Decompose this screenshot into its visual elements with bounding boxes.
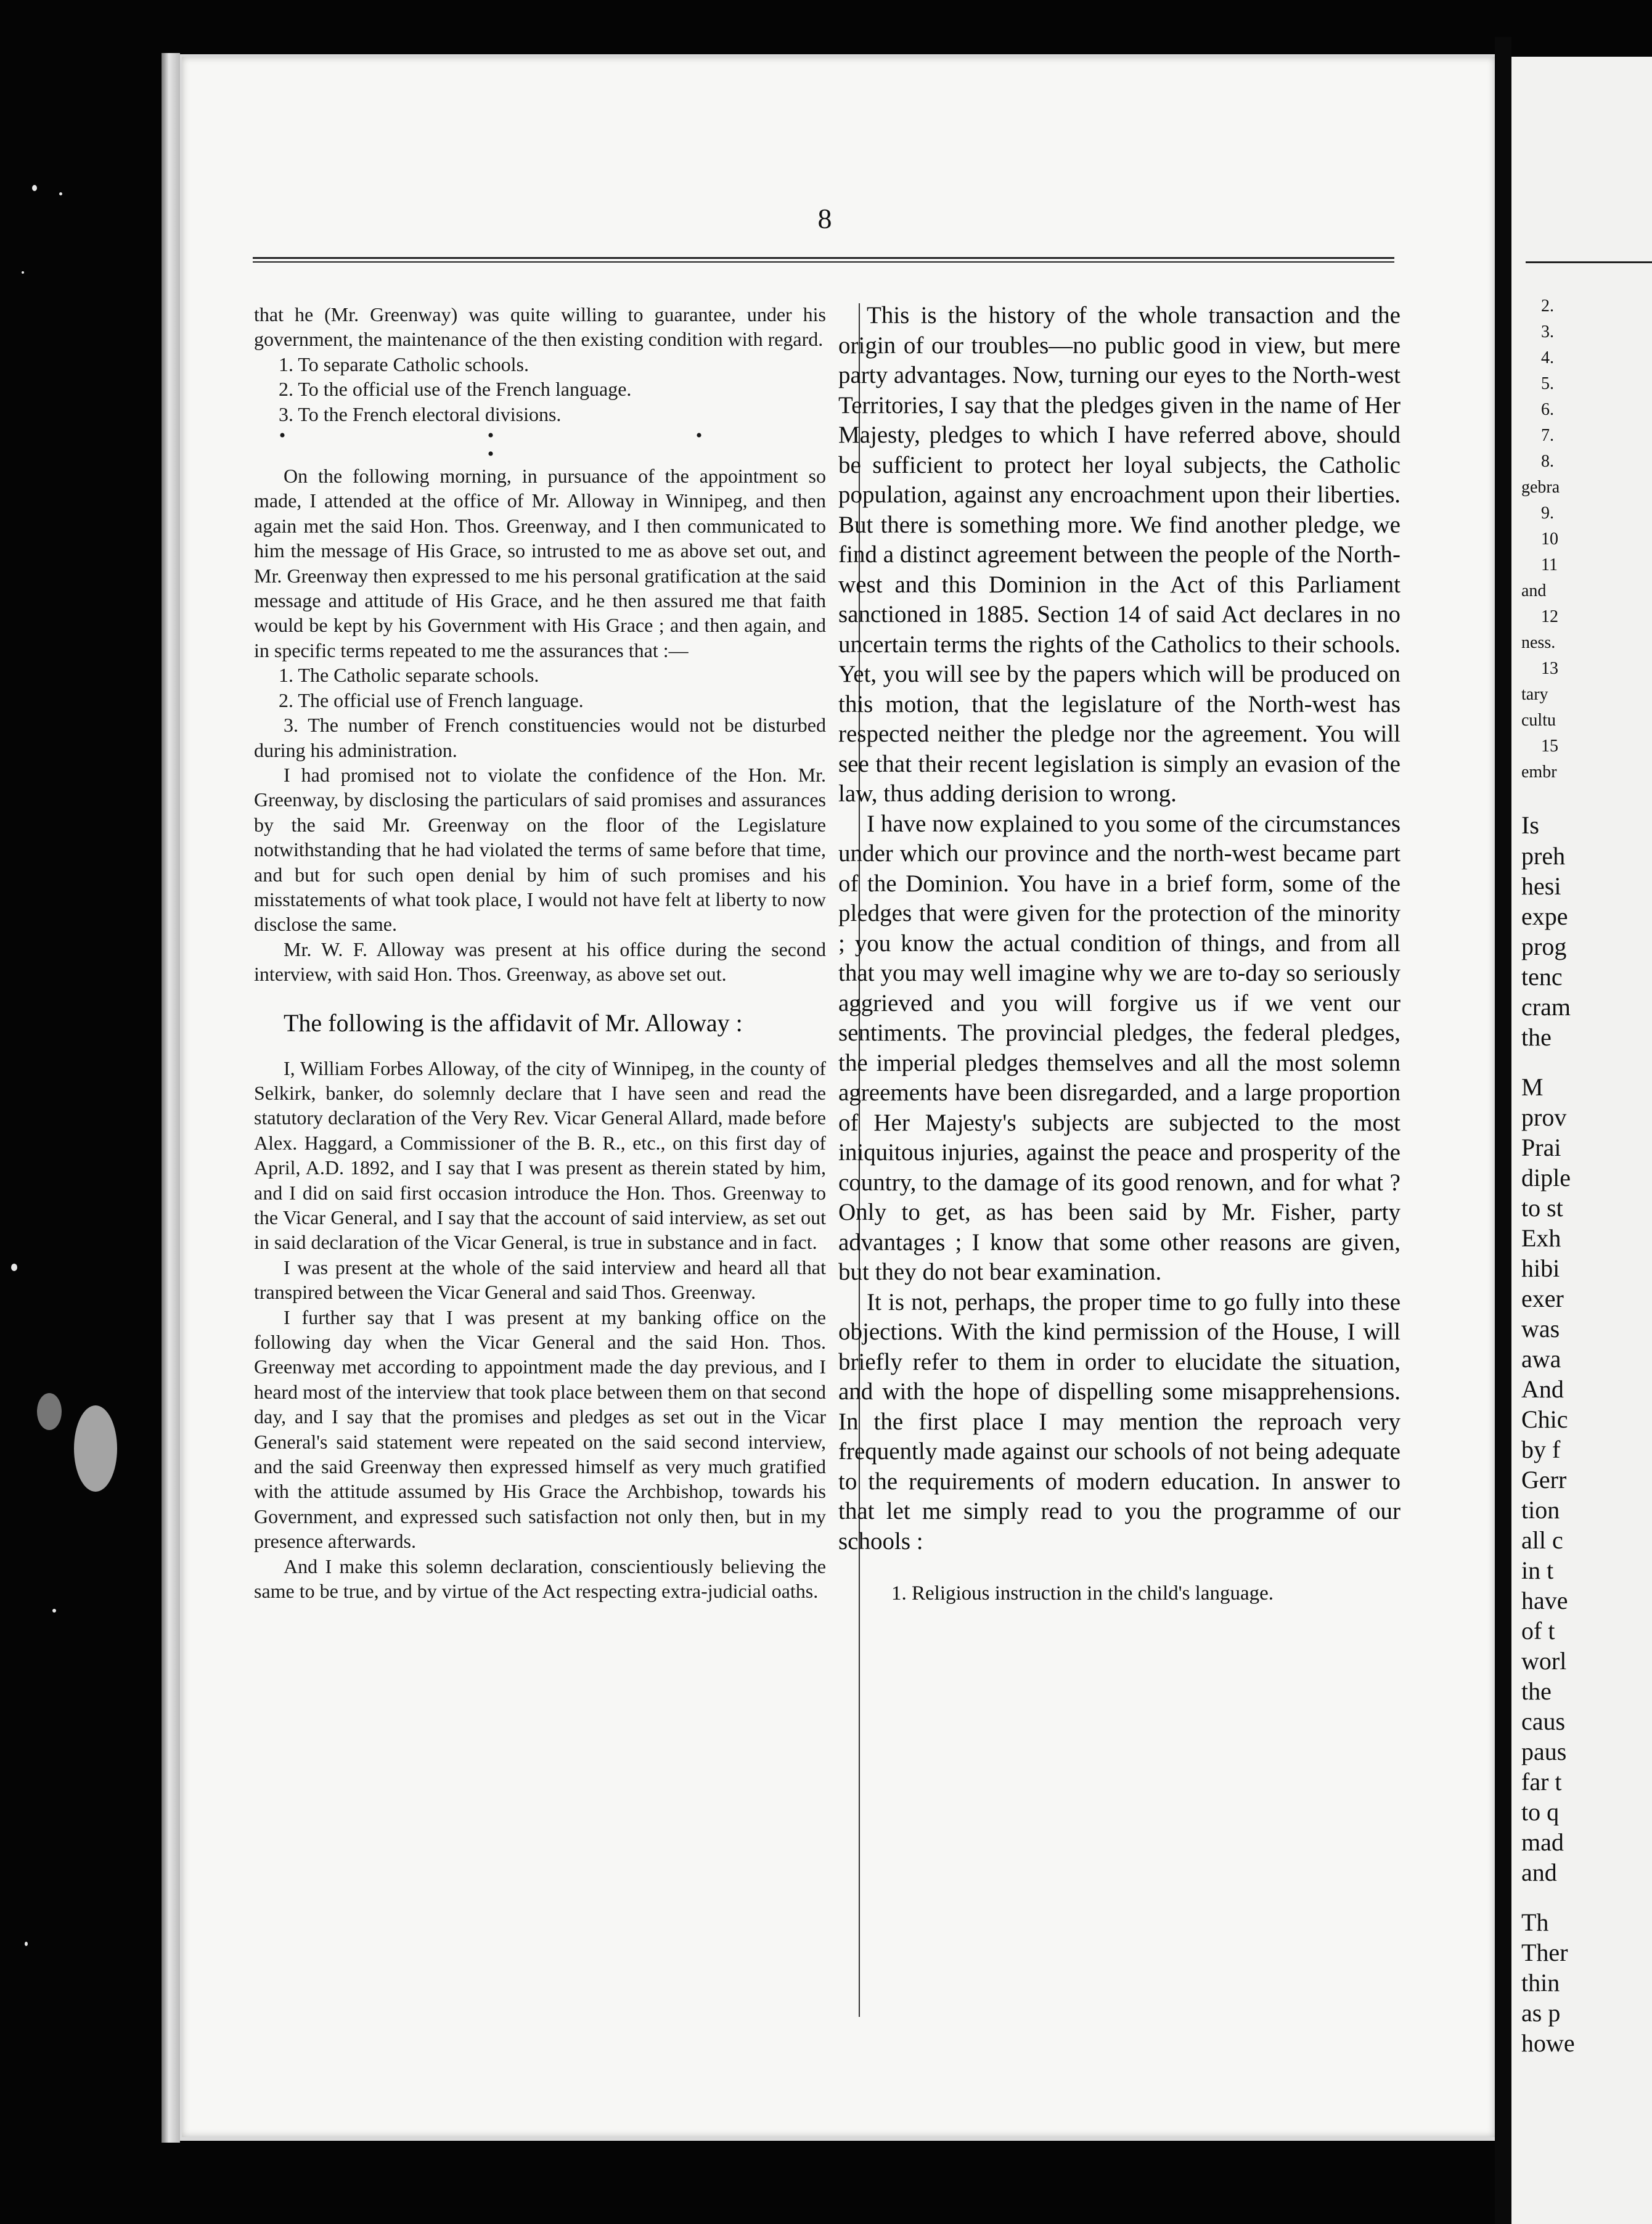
right-column <box>838 301 1401 1609</box>
list-item: 3. To the French electoral divisions. <box>279 403 562 425</box>
adjacent-page-line: prov <box>1521 1103 1567 1131</box>
adjacent-page-line: tary <box>1521 685 1548 704</box>
adjacent-page-line: 3. <box>1541 322 1554 341</box>
adjacent-page-line: as p <box>1521 1999 1561 2027</box>
adjacent-page-line: 6. <box>1541 400 1554 419</box>
adjacent-page-line: tenc <box>1521 963 1563 991</box>
adjacent-page-line: expe <box>1521 902 1568 930</box>
paragraph: I had promised not to violate the confidence of the Hon. Mr. Greenway, by disclosing the particulars of said promises and assurances by the said Mr. Greenway on the floor of the Legislature notwithstanding that he had violated the terms of same before that time, and but for such open denial by him of such promises and his misstatements of what took place, I would not have felt at liberty to now disclose the same. <box>254 763 826 936</box>
adjacent-page-line: worl <box>1521 1647 1567 1675</box>
adjacent-page-line: 2. <box>1541 296 1554 316</box>
affidavit-paragraph: And I make this solemn declaration, conscientiously believing the same to be true, and by virtue of the Act respecting extra-judicial oaths. <box>254 1555 826 1603</box>
adjacent-page-rule <box>1526 261 1652 263</box>
adjacent-page-line: cultu <box>1521 711 1556 730</box>
adjacent-page-line: tion <box>1521 1496 1560 1524</box>
paragraph: On the following morning, in pursuance of the appointment so made, I attended at the office of Mr. Alloway in Winnipeg, and then again met the said Hon. Thos. Greenway, and I then communicated to him the message of His Grace, so intrusted to me as above set out, and Mr. Greenway then expressed to me his personal gratification at the said message and attitude of His Grace, and he then assured me that faith would be kept by his Government with His Grace ; and then again, and in specific terms repeated to me the assurances that :— <box>254 465 826 661</box>
adjacent-page-line: Is <box>1521 811 1539 839</box>
adjacent-page-line: caus <box>1521 1707 1566 1735</box>
affidavit-paragraph: I, William Forbes Alloway, of the city of Winnipeg, in the county of Selkirk, banker, do solemnly declare that I have seen and read the statutory declaration of the Very Rev. Vicar General Allard, made before Alex. Haggard, a Commissioner of the B. R., etc., on this first day of April, A.D. 1892, and I say that I was present as therein stated by him, and I did on said first occasion introduce the Hon. Thos. Greenway to the Vicar General, and I say that the account of said interview, as set out in said declaration of the Vicar General, is true in substance and in fact. <box>254 1057 826 1254</box>
adjacent-page-line: the <box>1521 1677 1552 1705</box>
scan-dust-speck <box>37 1393 62 1430</box>
adjacent-page-line: M <box>1521 1073 1544 1101</box>
adjacent-page-line: Exh <box>1521 1224 1561 1252</box>
scan-dust-speck <box>59 192 62 195</box>
scan-dust-speck <box>25 1942 28 1946</box>
list-item: 2. To the official use of the French language. <box>279 378 632 401</box>
affidavit-paragraph: I was present at the whole of the said interview and heard all that transpired between the Vicar General and said Thos. Greenway. <box>254 1256 826 1304</box>
list-item: 1. To separate Catholic schools. <box>279 353 529 375</box>
scan-dust-speck <box>52 1609 56 1613</box>
adjacent-page-line: 9. <box>1541 504 1554 523</box>
adjacent-page-line: hesi <box>1521 872 1561 900</box>
ellipsis-dots: • • • • <box>279 425 801 465</box>
adjacent-page-line: And <box>1521 1375 1564 1403</box>
adjacent-page-line: all c <box>1521 1526 1563 1554</box>
adjacent-page-line: the <box>1521 1023 1552 1051</box>
adjacent-page-line: 8. <box>1541 452 1554 471</box>
scan-dust-speck <box>11 1264 17 1271</box>
adjacent-page-line: ness. <box>1521 633 1556 652</box>
adjacent-page-line: 15 <box>1541 737 1558 756</box>
adjacent-page-line: cram <box>1521 993 1571 1021</box>
page-gap <box>1495 37 1511 2224</box>
adjacent-page-line: thin <box>1521 1969 1560 1997</box>
scan-dust-speck <box>32 185 37 191</box>
adjacent-page-line: prog <box>1521 933 1567 960</box>
list-item: 3. The number of French constituencies would not be disturbed during his administration. <box>254 714 826 761</box>
adjacent-page-line: was <box>1521 1315 1560 1343</box>
adjacent-page-line: 13 <box>1541 659 1558 678</box>
adjacent-page-line: 5. <box>1541 374 1554 393</box>
adjacent-page-line: far t <box>1521 1768 1562 1796</box>
adjacent-page-line: howe <box>1521 2029 1575 2057</box>
adjacent-page-line: in t <box>1521 1556 1554 1584</box>
paragraph: This is the history of the whole transaction and the origin of our troubles—no public good in view, but mere party advantages. Now, turning our eyes to the North-west Territories, I say that the pledges given in the name of Her Majesty, pledges to which I have referred above, should be sufficient to protect her loyal subjects, the Catholic population, against any encroachment upon their liberties. But there is something more. We find another pledge, we find a distinct agreement between the people of the North-west and this Dominion in the Act of this Parliament sanctioned in 1885. Section 14 of said Act declares in no uncertain terms the rights of the Catholics to their schools. Yet, you will see by the papers which will be produced on this motion, that the legislature of the North-west has respected neither the pledge nor the agreement. You will see that their recent legislation is simply an evasion of the law, thus adding derision to wrong. <box>838 302 1401 807</box>
adjacent-page-line: and <box>1521 581 1547 600</box>
adjacent-page-line: Gerr <box>1521 1466 1567 1494</box>
adjacent-page-line: by f <box>1521 1436 1561 1463</box>
adjacent-page-line: of t <box>1521 1617 1555 1645</box>
programme-item: 1. Religious instruction in the child's language. <box>891 1582 1274 1605</box>
adjacent-page-line: preh <box>1521 842 1566 870</box>
adjacent-page-line: gebra <box>1521 478 1560 497</box>
continuation-paragraph: that he (Mr. Greenway) was quite willing to guarantee, under his government, the maintenance of the then existing condition with regard. <box>254 303 826 351</box>
paragraph: I have now explained to you some of the circumstances under which our province and the north-west became part of the Dominion. You have in a brief form, some of the pledges that were given for the protection of the minority ; you know the actual condition of things, and from all that you may well imagine why we are to-day so seriously aggrieved and you will forgive us if we vent our sentiments. The provincial pledges, the federal pledges, the imperial pledges themselves and all the most solemn agreements have been disregarded, and a large proportion of Her Majesty's subjects are subjected to the most iniquitous injuries, against the peace and prosperity of the country, to the damage of its good renown, and for what ? Only to get, as has been said by Mr. Fisher, party advantages ; I know that some other reasons are given, but they do not bear examination. <box>838 810 1401 1285</box>
adjacent-page-line: mad <box>1521 1828 1564 1856</box>
left-column <box>254 302 826 1604</box>
affidavit-intro: The following is the affidavit of Mr. Alloway : <box>284 1008 743 1037</box>
adjacent-page-line: embr <box>1521 762 1557 782</box>
paragraph: It is not, perhaps, the proper time to go fully into these objections. With the kind permission of the House, I will briefly refer to them in order to elucidate the situation, and with the hope of dispelling some misapprehensions. In the first place I may mention the reproach very frequently made against our schools of not being adequate to the requirements of modern education. In answer to that let me simply read to you the programme of our schools : <box>838 1288 1401 1555</box>
adjacent-page-line: Th <box>1521 1908 1549 1936</box>
adjacent-page-line: Ther <box>1521 1939 1568 1966</box>
adjacent-page-line: hibi <box>1521 1254 1560 1282</box>
adjacent-page-line: 4. <box>1541 348 1554 367</box>
paragraph: Mr. W. F. Alloway was present at his office during the second interview, with said Hon. Thos. Greenway, as above set out. <box>254 938 826 986</box>
adjacent-page-line: Prai <box>1521 1134 1561 1161</box>
adjacent-page-line: exer <box>1521 1285 1564 1312</box>
scan-dust-speck <box>22 271 24 274</box>
adjacent-page-line: diple <box>1521 1164 1571 1192</box>
affidavit-paragraph: I further say that I was present at my banking office on the following day when the Vicar General and the said Hon. Thos. Greenway met according to appointment made the day previous, and I heard most of the interview that took place between them on that second day, and I say that the promises and pledges as set out in the Vicar General's said statement were repeated on the said second interview, and the said Greenway then expressed himself as very much gratified with the attitude assumed by His Grace the Archbishop, towards his Government, and expressed such satisfaction not only then, but in my presence afterwards. <box>254 1306 826 1553</box>
header-rule <box>253 257 1394 263</box>
adjacent-page-line: 7. <box>1541 426 1554 445</box>
adjacent-page-line: to q <box>1521 1798 1560 1826</box>
adjacent-page-line: and <box>1521 1858 1557 1886</box>
adjacent-page-line: 12 <box>1541 607 1558 626</box>
adjacent-page-line: 11 <box>1541 555 1558 574</box>
adjacent-page-line: have <box>1521 1587 1568 1614</box>
adjacent-page-line: 10 <box>1541 529 1558 549</box>
scan-dust-speck <box>74 1405 117 1492</box>
adjacent-page-line: Chic <box>1521 1405 1568 1433</box>
adjacent-page-line: to st <box>1521 1194 1563 1222</box>
list-item: 1. The Catholic separate schools. <box>279 664 539 687</box>
adjacent-page-line: paus <box>1521 1738 1567 1765</box>
adjacent-page-line: awa <box>1521 1345 1561 1373</box>
page-edge <box>162 53 180 2143</box>
page-number: 8 <box>817 203 832 234</box>
list-item: 2. The official use of French language. <box>279 689 584 711</box>
